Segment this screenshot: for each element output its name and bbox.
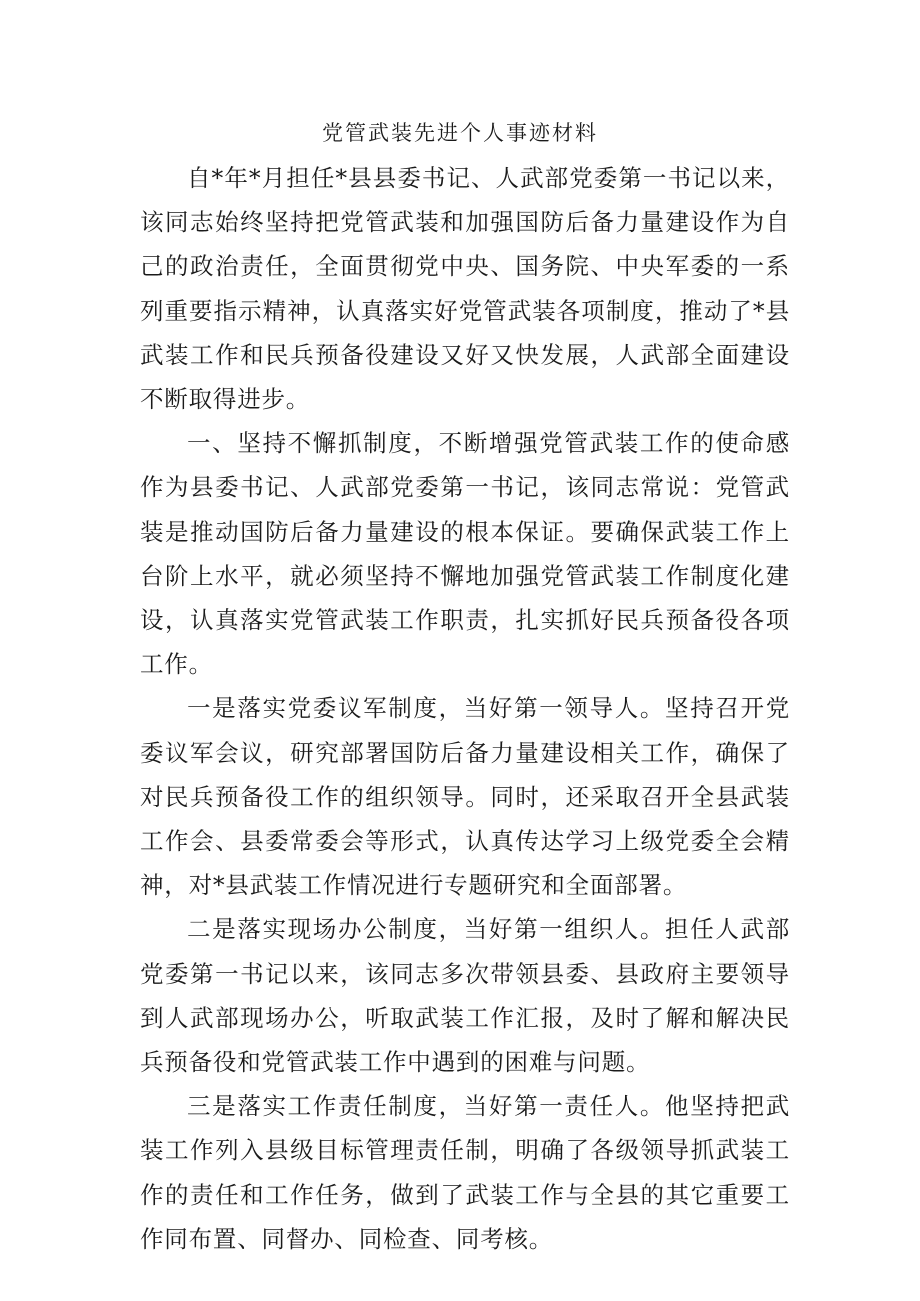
paragraph-intro: 自*年*月担任*县县委书记、人武部党委第一书记以来，该同志始终坚持把党管武装和加强国防后备力量建设作为自己的政治责任，全面贯彻党中央、国务院、中央军委的一系列重要指示精神，认真落实好党管武装各项制度，推动了*县武装工作和民兵预备役建设又好又快发展，人武部全面建设不断取得进步。: [140, 164, 790, 414]
document-title: 党管武装先进个人事迹材料: [322, 121, 598, 145]
paragraph-point-two: 二是落实现场办公制度，当好第一组织人。担任人武部党委第一书记以来，该同志多次带领县委、县政府主要领导到人武部现场办公，听取武装工作汇报，及时了解和解决民兵预备役和党管武装工作中遇到的困难与问题。: [140, 915, 790, 1077]
paragraph-section-one: 一、坚持不懈抓制度，不断增强党管武装工作的使命感作为县委书记、人武部党委第一书记，该同志常说：党管武装是推动国防后备力量建设的根本保证。要确保武装工作上台阶上水平，就必须坚持不懈地加强党管武装工作制度化建设，认真落实党管武装工作职责，扎实抓好民兵预备役各项工作。: [140, 429, 790, 679]
document-body: [140, 156, 790, 1261]
paragraph-point-one: 一是落实党委议军制度，当好第一领导人。坚持召开党委议军会议，研究部署国防后备力量建设相关工作，确保了对民兵预备役工作的组织领导。同时，还采取召开全县武装工作会、县委常委会等形式，认真传达学习上级党委全会精神，对*县武装工作情况进行专题研究和全面部署。: [140, 694, 790, 900]
paragraph-point-three: 三是落实工作责任制度，当好第一责任人。他坚持把武装工作列入县级目标管理责任制，明确了各级领导抓武装工作的责任和工作任务，做到了武装工作与全县的其它重要工作同布置、同督办、同检查、同考核。: [140, 1092, 790, 1253]
